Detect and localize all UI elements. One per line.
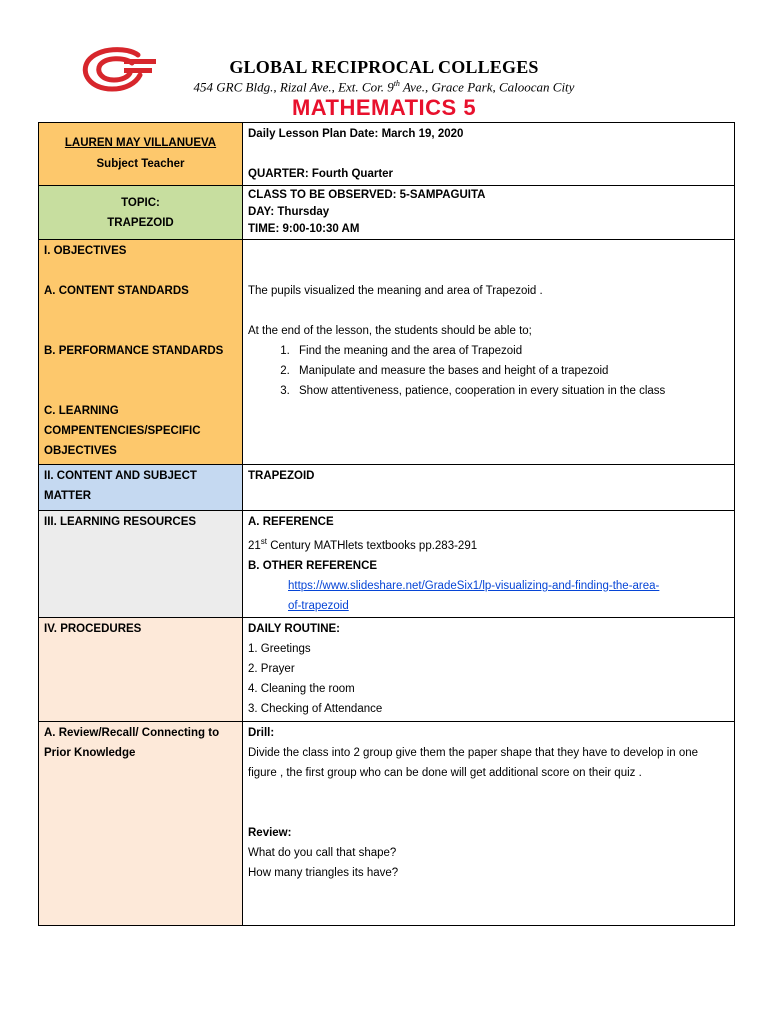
quarter: QUARTER: Fourth Quarter — [248, 168, 394, 180]
procedures-row — [39, 617, 735, 721]
teacher-name: LAUREN MAY VILLANUEVA — [64, 137, 217, 149]
resources-row — [39, 511, 735, 618]
subject-title: MATHEMATICS 5 — [291, 95, 477, 120]
lesson-plan-table — [38, 122, 735, 926]
topic-row — [39, 186, 735, 240]
class-day: DAY: Thursday — [248, 206, 330, 218]
reference-link-line1[interactable]: https://www.slideshare.net/GradeSix1/lp-visualizing-and-finding-the-area- — [288, 579, 660, 592]
list-item: 2. Manipulate and measure the bases and height of a trapezoid — [293, 361, 729, 381]
drill-label: Drill: — [248, 726, 275, 739]
objectives-row — [39, 240, 735, 465]
content-standards-text: The pupils visualized the meaning and area of Trapezoid . — [248, 285, 543, 297]
content-standards-label: A. CONTENT STANDARDS — [44, 285, 189, 297]
reference-label: A. REFERENCE — [248, 516, 334, 528]
list-item: 4. Cleaning the room — [248, 682, 355, 695]
content-value-cell: TRAPEZOID — [243, 465, 735, 511]
objectives-content-cell — [243, 240, 735, 465]
procedures-content-cell — [243, 617, 735, 721]
list-item: 3. Checking of Attendance — [248, 702, 383, 715]
performance-standards-label: B. PERFORMANCE STANDARDS — [44, 345, 224, 357]
list-item: 3. Show attentiveness, patience, cooperation in every situation in the class — [293, 381, 729, 401]
topic-label: TOPIC: — [121, 196, 160, 209]
school-name: GLOBAL RECIPROCAL COLLEGES — [229, 57, 539, 77]
procedures-label-cell: IV. PROCEDURES — [39, 617, 243, 721]
review-question: What do you call that shape? — [248, 846, 397, 859]
list-item: 1. Find the meaning and the area of Trapezoid — [293, 341, 729, 361]
review-label-cell: A. Review/Recall/ Connecting to Prior Knowledge — [39, 721, 243, 925]
resources-label-cell: III. LEARNING RESOURCES — [39, 511, 243, 618]
reference-text: 21st Century MATHlets textbooks pp.283-291 — [248, 537, 478, 552]
topic-value: TRAPEZOID — [107, 216, 174, 229]
competencies-label: C. LEARNING COMPENTENCIES/SPECIFIC OBJECTIVES — [44, 405, 201, 457]
content-label-cell: II. CONTENT AND SUBJECT MATTER — [39, 465, 243, 511]
teacher-role: Subject Teacher — [96, 158, 185, 170]
objectives-cell — [39, 240, 243, 465]
reference-link-line2[interactable]: of-trapezoid — [288, 599, 349, 612]
plan-info-cell — [243, 123, 735, 186]
content-row — [39, 465, 735, 511]
review-question: How many triangles its have? — [248, 866, 399, 879]
objectives-intro: At the end of the lesson, the students should be able to; — [248, 325, 532, 337]
plan-date: Daily Lesson Plan Date: March 19, 2020 — [248, 128, 464, 140]
objectives-heading: I. OBJECTIVES — [44, 245, 127, 257]
topic-cell — [39, 186, 243, 240]
review-content-cell — [243, 721, 735, 925]
teacher-cell — [39, 123, 243, 186]
list-item: 2. Prayer — [248, 662, 295, 675]
list-item: 1. Greetings — [248, 642, 311, 655]
class-observed: CLASS TO BE OBSERVED: 5-SAMPAGUITA — [248, 189, 486, 201]
reference-link[interactable] — [248, 576, 729, 616]
other-reference-label: B. OTHER REFERENCE — [248, 559, 378, 572]
objectives-list — [248, 341, 729, 401]
school-address: 454 GRC Bldg., Rizal Ave., Ext. Cor. 9th Ave., Grace Park, Caloocan City — [193, 79, 575, 95]
review-label: Review: — [248, 826, 292, 839]
class-time: TIME: 9:00-10:30 AM — [248, 223, 360, 235]
resources-content-cell — [243, 511, 735, 618]
class-info-cell — [243, 186, 735, 240]
teacher-row — [39, 123, 735, 186]
drill-text: Divide the class into 2 group give them the paper shape that they have to develop in one figure , the first group who can be done will get additional score on their quiz . — [248, 746, 699, 779]
routine-label: DAILY ROUTINE: — [248, 622, 341, 635]
review-row — [39, 721, 735, 925]
